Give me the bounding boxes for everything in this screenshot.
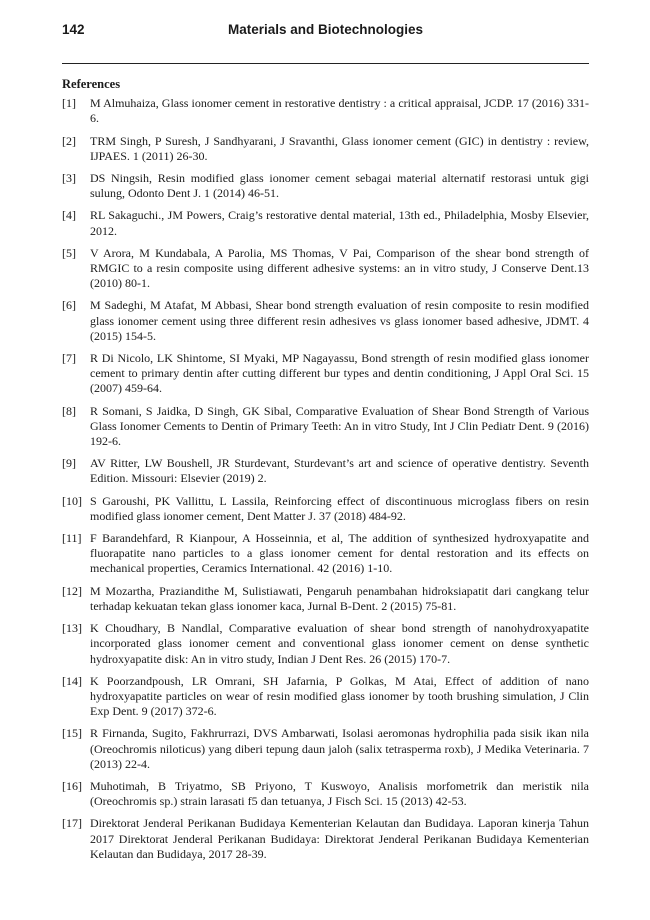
page-number: 142 — [62, 22, 85, 37]
reference-item — [62, 404, 589, 450]
reference-item — [62, 208, 589, 238]
reference-item — [62, 246, 589, 292]
reference-text: V Arora, M Kundabala, A Parolia, MS Thomas, V Pai, Comparison of the shear bond strength of RMGIC to a resin composite using different adhesive systems: an in vitro study, J Conserve Dent.13 (2010) 80-1. — [90, 245, 589, 291]
reference-item — [62, 351, 589, 397]
reference-item — [62, 494, 589, 524]
references-section — [62, 77, 589, 869]
reference-number: [3] — [62, 171, 76, 186]
reference-number: [2] — [62, 133, 76, 148]
reference-item — [62, 621, 589, 667]
reference-number: [1] — [62, 96, 76, 111]
reference-item — [62, 584, 589, 614]
references-heading: References — [62, 77, 121, 91]
reference-item — [62, 816, 589, 862]
reference-text: M Sadeghi, M Atafat, M Abbasi, Shear bond strength evaluation of resin composite to resin modified glass ionomer cement using three different resin adhesives vs glass ionomer based adhesive, JDMT. 4 (2015) 154-5. — [90, 298, 589, 343]
reference-text: R Di Nicolo, LK Shintome, SI Myaki, MP Nagayassu, Bond strength of resin modified glass ionomer cement to primary dentin after cutting different bur types and dentin conditioning, J Appl Oral Sci. 15 (2007) 459-64. — [90, 351, 589, 396]
reference-number: [13] — [62, 621, 82, 636]
reference-text: RL Sakaguchi., JM Powers, Craig’s restorative dental material, 13th ed., Philadelphia, Mosby Elsevier, 2012. — [90, 208, 589, 238]
reference-item — [62, 674, 589, 720]
reference-number: [5] — [62, 245, 76, 260]
page-header — [62, 22, 589, 44]
reference-text: R Somani, S Jaidka, D Singh, GK Sibal, Comparative Evaluation of Shear Bond Strength of Various Glass Ionomer Cements to Dentin of Primary Teeth: An in vitro Study, Int J Clin Pediatr Dent. 9 (2016) 192-6. — [90, 403, 589, 449]
reference-item — [62, 779, 589, 809]
reference-number: [17] — [62, 816, 82, 831]
reference-text: Direktorat Jenderal Perikanan Budidaya Kementerian Kelautan dan Budidaya. Laporan kinerja Tahun 2017 Direktorat Jenderal Perikanan Budidaya: Direktorat Jenderal Perikanan Budidaya Kementerian Kelautan dan Budidaya, 2017 28-39. — [90, 816, 589, 861]
reference-number: [12] — [62, 583, 82, 598]
header-divider — [62, 63, 589, 64]
journal-title: Materials and Biotechnologies — [227, 22, 424, 37]
reference-text: M Mozartha, Praziandithe M, Sulistiawati, Pengaruh penambahan hidroksiapatit dari cangkang telur terhadap kekuatan tekan glass ionomer kaca, Jurnal B-Dent. 2 (2015) 75-81. — [90, 583, 589, 613]
reference-text: TRM Singh, P Suresh, J Sandhyarani, J Sravanthi, Glass ionomer cement (GIC) in dentistry : review, IJPAES. 1 (2011) 26-30. — [90, 133, 589, 163]
reference-text: K Choudhary, B Nandlal, Comparative evaluation of shear bond strength of nanohydroxyapatite incorporated glass ionomer cement and conventional glass ionomer cement on dense synthetic hydroxyapatite disk: An in vitro study, Indian J Dent Res. 26 (2015) 170-7. — [90, 621, 589, 666]
reference-number: [9] — [62, 456, 76, 471]
reference-text: K Poorzandpoush, LR Omrani, SH Jafarnia, P Golkas, M Atai, Effect of addition of nano hydroxyapatite particles on wear of resin modified glass ionomer by tooth brushing simulation, J Clin Exp Dent. 9 (2017) 372-6. — [90, 673, 589, 719]
reference-text: AV Ritter, LW Boushell, JR Sturdevant, Sturdevant’s art and science of operative dentistry. Seventh Edition. Missouri: Elsevier (2019) 2. — [90, 456, 589, 486]
reference-item — [62, 456, 589, 486]
reference-number: [11] — [62, 531, 82, 546]
reference-text: S Garoushi, PK Vallittu, L Lassila, Reinforcing effect of discontinuous microglass fibers on resin modified glass ionomer cement, Dent Matter J. 37 (2018) 484-92. — [90, 493, 589, 523]
reference-text: R Firnanda, Sugito, Fakhrurrazi, DVS Ambarwati, Isolasi aeromonas hydrophilia pada sisik ikan nila (Oreochromis niloticus) yang diberi tepung daun jaloh (salix tetrasperma roxb), J Medika Veterinaria. 7 (2013) 22-4. — [90, 726, 589, 771]
reference-number: [14] — [62, 673, 82, 688]
reference-number: [15] — [62, 726, 82, 741]
reference-text: M Almuhaiza, Glass ionomer cement in restorative dentistry : a critical appraisal, JCDP. 17 (2016) 331-6. — [90, 96, 589, 126]
reference-item — [62, 298, 589, 344]
reference-item — [62, 726, 589, 772]
reference-number: [16] — [62, 778, 82, 793]
reference-item — [62, 531, 589, 577]
reference-text: Muhotimah, B Triyatmo, SB Priyono, T Kuswoyo, Analisis morfometrik dan meristik nila (Oreochromis sp.) strain larasati f5 dan tetuanya, J Fisch Sci. 15 (2013) 42-53. — [90, 778, 589, 809]
reference-item — [62, 96, 589, 126]
reference-item — [62, 134, 589, 164]
reference-number: [10] — [62, 493, 82, 508]
reference-number: [7] — [62, 351, 76, 366]
reference-number: [4] — [62, 208, 76, 223]
reference-number: [8] — [62, 403, 76, 418]
reference-number: [6] — [62, 298, 76, 313]
reference-item — [62, 171, 589, 201]
reference-text: F Barandehfard, R Kianpour, A Hosseinnia, et al, The addition of synthesized hydroxyapatite and fluorapatite nano particles to a glass ionomer cement for dental restoration and its effects on mechanical properties, Ceramics International. 42 (2016) 1-10. — [90, 531, 589, 576]
reference-text: DS Ningsih, Resin modified glass ionomer cement sebagai material alternatif restorasi untuk gigi sulung, Odonto Dent J. 1 (2014) 46-51. — [90, 171, 589, 201]
